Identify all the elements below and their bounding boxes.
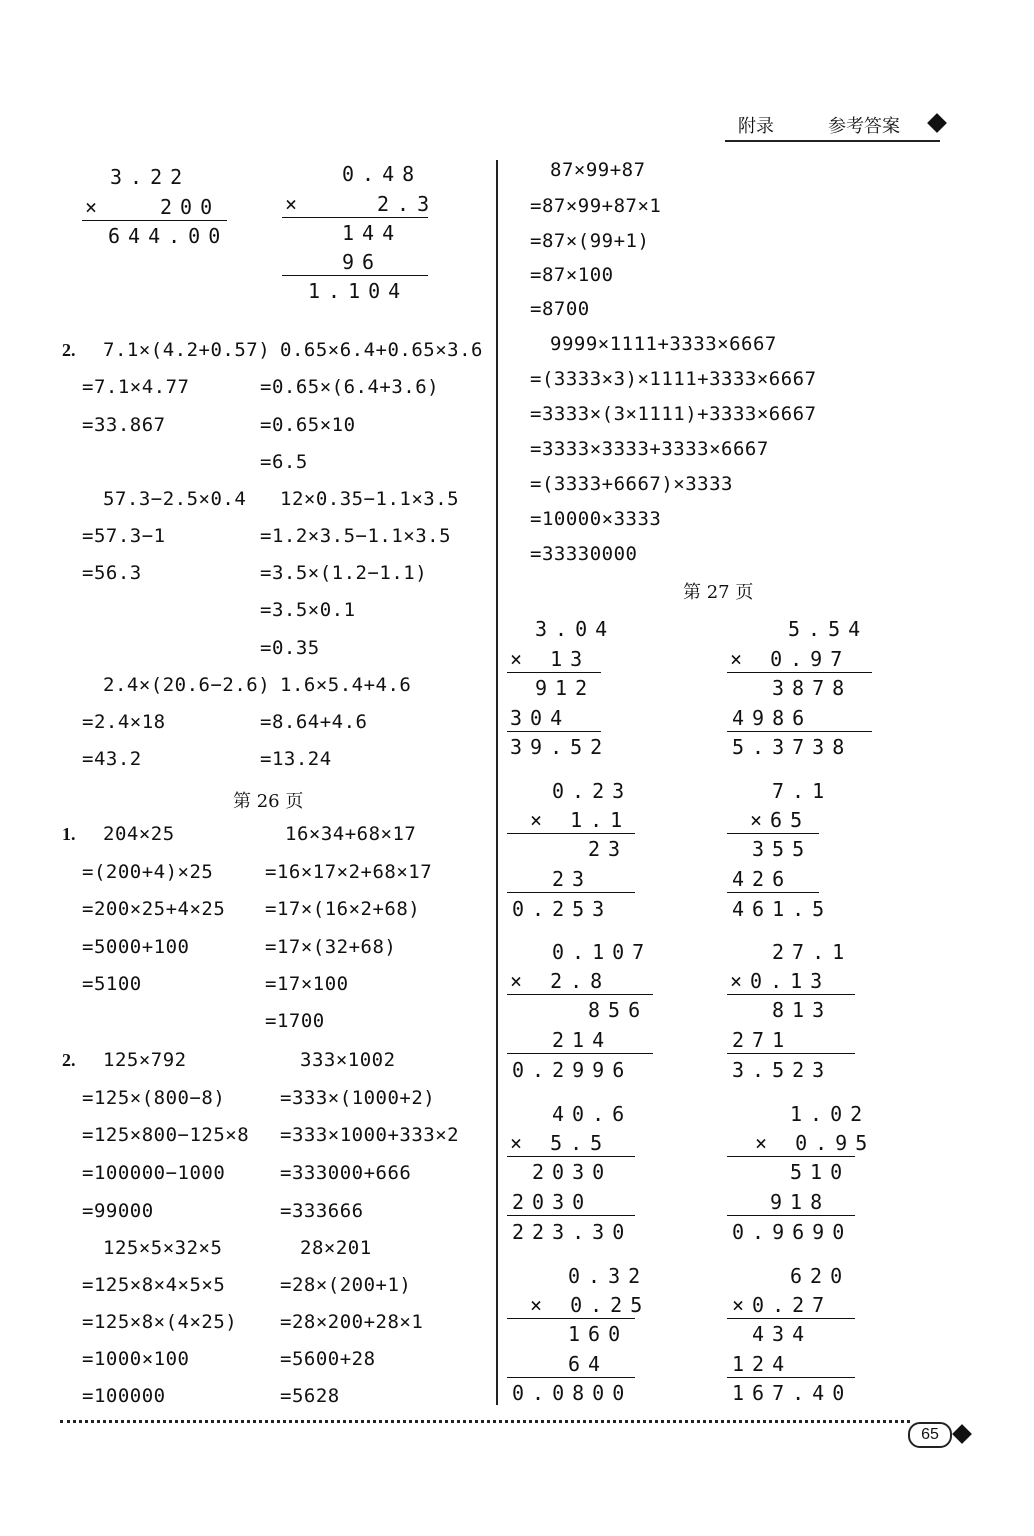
mul-27-8-rule1 xyxy=(727,1156,855,1157)
right-line-8: =3333×3333+3333×6667 xyxy=(530,438,769,460)
mul-27-9-top: 0.32 xyxy=(568,1264,649,1288)
mul-27-9-p2: 64 xyxy=(568,1352,609,1376)
mul-27-7-rule2 xyxy=(507,1215,635,1216)
mul-27-2-result: 5.3738 xyxy=(732,735,853,759)
p26q1-b-line3: =17×(16×2+68) xyxy=(265,898,421,920)
mul-27-3-rule2 xyxy=(507,892,635,893)
mul-27-5-rule2 xyxy=(507,1053,653,1054)
right-line-1: =87×99+87×1 xyxy=(530,195,662,217)
mul-27-5-top: 0.107 xyxy=(552,940,653,964)
mul-27-2-mult: × 0.97 xyxy=(730,647,851,671)
mul-27-4-rule1 xyxy=(727,833,819,834)
mul-a-op: × xyxy=(85,195,106,219)
mul-27-5-mult: × 2.8 xyxy=(510,969,611,993)
mul-27-7-top: 40.6 xyxy=(552,1102,633,1126)
mul-27-9-p1: 160 xyxy=(568,1322,629,1346)
mul-27-1-result: 39.52 xyxy=(510,735,611,759)
right-line-0: 87×99+87 xyxy=(550,159,646,181)
p26q2-a-line3: =125×800−125×8 xyxy=(82,1124,250,1146)
mul-27-10-rule1 xyxy=(727,1318,855,1319)
p26q1-a-line4: =5000+100 xyxy=(82,936,190,958)
mul-27-8-top: 1.02 xyxy=(790,1102,871,1126)
right-line-2: =87×(99+1) xyxy=(530,230,650,252)
p26q1-a-line3: =200×25+4×25 xyxy=(82,898,226,920)
p26q2-d-line3: =28×200+28×1 xyxy=(280,1311,424,1333)
page26-title: 第 26 页 xyxy=(233,791,304,812)
mul-27-7-result: 223.30 xyxy=(512,1220,633,1244)
mul-27-1-p1: 912 xyxy=(535,676,596,700)
header-rule xyxy=(725,140,940,142)
right-line-7: =3333×(3×1111)+3333×6667 xyxy=(530,403,817,425)
mul-b-op: × xyxy=(285,192,306,216)
right-line-6: =(3333×3)×1111+3333×6667 xyxy=(530,368,817,390)
mul-27-2-rule1 xyxy=(727,672,872,673)
header-subtitle: 参考答案 xyxy=(828,116,900,137)
p26q2-c-line5: =100000 xyxy=(82,1385,166,1407)
q2-f-line2: =8.64+4.6 xyxy=(260,711,368,733)
mul-27-10-rule2 xyxy=(727,1377,855,1378)
mul-27-6-rule1 xyxy=(727,994,855,995)
p26q2-a-line5: =99000 xyxy=(82,1200,154,1222)
page27-title: 第 27 页 xyxy=(683,582,754,603)
mul-27-9-rule1 xyxy=(507,1318,635,1319)
mul-27-1-top: 3.04 xyxy=(535,617,616,641)
mul-27-9-result: 0.0800 xyxy=(512,1381,633,1405)
mul-27-3-p2: 23 xyxy=(552,867,593,891)
p26q1-b-line2: =16×17×2+68×17 xyxy=(265,861,433,883)
mul-27-5-p1: 856 xyxy=(588,998,649,1022)
mul-27-3-result: 0.253 xyxy=(512,897,613,921)
header-diamond-icon xyxy=(927,113,947,133)
mul-27-3-mult: × 1.1 xyxy=(530,808,631,832)
q2-a-line2: =7.1×4.77 xyxy=(82,376,190,398)
p26q2-d-line4: =5600+28 xyxy=(280,1348,376,1370)
mul-b-rule1 xyxy=(282,217,428,218)
q2-c-line3: =56.3 xyxy=(82,562,142,584)
p26q2-c-line2: =125×8×4×5×5 xyxy=(82,1274,226,1296)
mul-27-8-result: 0.9690 xyxy=(732,1220,853,1244)
q2-b-line4: =6.5 xyxy=(260,451,308,473)
p26q2-c-line4: =1000×100 xyxy=(82,1348,190,1370)
p26q1-a-line1: 204×25 xyxy=(103,823,175,845)
mul-27-10-top: 620 xyxy=(790,1264,851,1288)
mul-27-10-result: 167.40 xyxy=(732,1381,853,1405)
mul-a-rule xyxy=(82,220,227,221)
mul-b-mult: 2.3 xyxy=(377,192,438,216)
q2-b-line1: 0.65×6.4+0.65×3.6 xyxy=(280,339,483,361)
mul-27-4-p2: 426 xyxy=(732,867,793,891)
mul-27-4-rule2 xyxy=(727,892,819,893)
mul-27-6-result: 3.523 xyxy=(732,1058,833,1082)
q2-c-line1: 57.3−2.5×0.4 xyxy=(103,488,247,510)
mul-27-1-rule2 xyxy=(507,731,601,732)
p26q2-b-line1: 333×1002 xyxy=(300,1049,396,1071)
q2-b-line2: =0.65×(6.4+3.6) xyxy=(260,376,440,398)
mul-27-4-top: 7.1 xyxy=(772,779,833,803)
p26q2-d-line2: =28×(200+1) xyxy=(280,1274,412,1296)
mul-b-result: 1.104 xyxy=(308,279,409,303)
q2-a-line3: =33.867 xyxy=(82,414,166,436)
mul-27-3-rule1 xyxy=(507,833,635,834)
q2-label: 2. xyxy=(62,340,76,360)
q2-d-line4: =3.5×0.1 xyxy=(260,599,356,621)
p26q1-b-line4: =17×(32+68) xyxy=(265,936,397,958)
p26q2-b-line4: =333000+666 xyxy=(280,1162,412,1184)
p26q2-a-line2: =125×(800−8) xyxy=(82,1087,226,1109)
mul-27-8-mult: × 0.95 xyxy=(755,1131,876,1155)
q2-a-line1: 7.1×(4.2+0.57) xyxy=(103,339,271,361)
q2-e-line3: =43.2 xyxy=(82,748,142,770)
mul-27-9-mult: × 0.25 xyxy=(530,1293,651,1317)
mul-27-5-result: 0.2996 xyxy=(512,1058,633,1082)
p26q2-d-line5: =5628 xyxy=(280,1385,340,1407)
footer-diamond-icon xyxy=(952,1424,972,1444)
mul-27-9-rule2 xyxy=(507,1377,635,1378)
p26-q1-label: 1. xyxy=(62,824,76,844)
mul-a-mult: 200 xyxy=(160,195,221,219)
p26q1-b-line1: 16×34+68×17 xyxy=(285,823,417,845)
right-line-5: 9999×1111+3333×6667 xyxy=(550,333,777,355)
mul-27-3-p1: 23 xyxy=(588,837,629,861)
mul-a-result: 644.00 xyxy=(108,224,229,248)
p26q2-a-line1: 125×792 xyxy=(103,1049,187,1071)
mul-27-2-top: 5.54 xyxy=(788,617,869,641)
q2-e-line1: 2.4×(20.6−2.6) xyxy=(103,674,271,696)
mul-27-4-p1: 355 xyxy=(752,837,813,861)
q2-d-line1: 12×0.35−1.1×3.5 xyxy=(280,488,460,510)
right-line-9: =(3333+6667)×3333 xyxy=(530,473,733,495)
p26q2-a-line4: =100000−1000 xyxy=(82,1162,226,1184)
mul-27-6-top: 27.1 xyxy=(772,940,853,964)
mul-27-7-mult: × 5.5 xyxy=(510,1131,611,1155)
q2-e-line2: =2.4×18 xyxy=(82,711,166,733)
p26q2-c-line3: =125×8×(4×25) xyxy=(82,1311,238,1333)
q2-b-line3: =0.65×10 xyxy=(260,414,356,436)
q2-c-line2: =57.3−1 xyxy=(82,525,166,547)
mul-27-10-mult: ×0.27 xyxy=(732,1293,833,1317)
mul-a-top: 3.22 xyxy=(110,165,191,189)
p26q2-c-line1: 125×5×32×5 xyxy=(103,1237,223,1259)
mul-b-rule2 xyxy=(282,275,428,276)
q2-d-line5: =0.35 xyxy=(260,637,320,659)
mul-27-1-rule1 xyxy=(507,672,601,673)
mul-27-4-mult: ×65 xyxy=(750,808,811,832)
p26q2-b-line3: =333×1000+333×2 xyxy=(280,1124,460,1146)
column-divider xyxy=(496,160,498,1405)
q2-f-line1: 1.6×5.4+4.6 xyxy=(280,674,412,696)
mul-b-p1: 144 xyxy=(342,221,403,245)
right-line-11: =33330000 xyxy=(530,543,638,565)
mul-27-7-p1: 2030 xyxy=(532,1160,613,1184)
mul-27-1-p2: 304 xyxy=(510,706,571,730)
mul-27-6-p2: 271 xyxy=(732,1028,793,1052)
mul-27-4-result: 461.5 xyxy=(732,897,833,921)
mul-27-2-p2: 4986 xyxy=(732,706,813,730)
mul-27-8-rule2 xyxy=(727,1215,855,1216)
right-line-3: =87×100 xyxy=(530,264,614,286)
mul-27-10-p2: 124 xyxy=(732,1352,793,1376)
mul-27-8-p2: 918 xyxy=(770,1190,831,1214)
mul-27-6-rule2 xyxy=(727,1053,855,1054)
mul-27-2-p1: 3878 xyxy=(772,676,853,700)
mul-27-10-p1: 434 xyxy=(752,1322,813,1346)
mul-27-2-rule2 xyxy=(727,731,872,732)
p26q1-b-line5: =17×100 xyxy=(265,973,349,995)
q2-d-line3: =3.5×(1.2−1.1) xyxy=(260,562,428,584)
page-number: 65 xyxy=(908,1422,952,1448)
mul-27-1-mult: × 13 xyxy=(510,647,591,671)
q2-d-line2: =1.2×3.5−1.1×3.5 xyxy=(260,525,452,547)
mul-27-6-mult: ×0.13 xyxy=(730,969,831,993)
right-line-10: =10000×3333 xyxy=(530,508,662,530)
mul-27-8-p1: 510 xyxy=(790,1160,851,1184)
right-line-4: =8700 xyxy=(530,298,590,320)
p26q1-a-line5: =5100 xyxy=(82,973,142,995)
p26q1-b-line6: =1700 xyxy=(265,1010,325,1032)
mul-b-p2: 96 xyxy=(342,250,383,274)
mul-27-6-p1: 813 xyxy=(772,998,833,1022)
footer-dotted-rule xyxy=(60,1420,910,1423)
mul-27-5-p2: 214 xyxy=(552,1028,613,1052)
p26q1-a-line2: =(200+4)×25 xyxy=(82,861,214,883)
p26q2-b-line2: =333×(1000+2) xyxy=(280,1087,436,1109)
mul-27-7-rule1 xyxy=(507,1156,635,1157)
q2-f-line3: =13.24 xyxy=(260,748,332,770)
p26q2-d-line1: 28×201 xyxy=(300,1237,372,1259)
header-section: 附录 xyxy=(738,116,774,137)
mul-27-5-rule1 xyxy=(507,994,653,995)
p26-q2-label: 2. xyxy=(62,1050,76,1070)
mul-27-7-p2: 2030 xyxy=(512,1190,593,1214)
mul-b-top: 0.48 xyxy=(342,162,423,186)
mul-27-3-top: 0.23 xyxy=(552,779,633,803)
p26q2-b-line5: =333666 xyxy=(280,1200,364,1222)
